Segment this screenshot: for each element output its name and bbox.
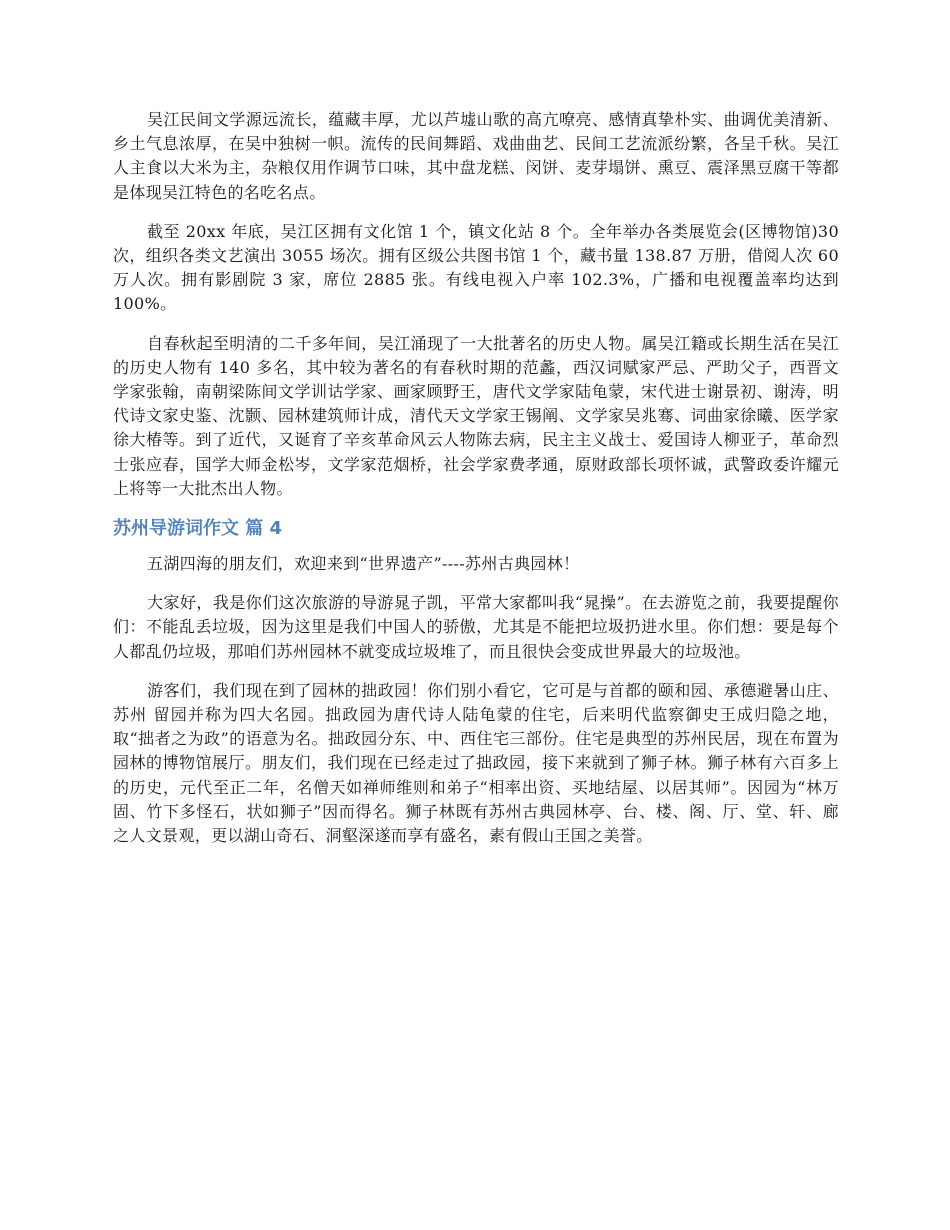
- paragraph-historical-figures: 自春秋起至明清的二千多年间，吴江涌现了一大批著名的历史人物。属吴江籍或长期生活在吴江的历史人物有 140 多名，其中较为著名的有春秋时期的范蠡，西汉词赋家严忌、严助父子，西晋文学家张翰，南朝梁陈间文学训诂学家、画家顾野王，唐代文学家陆龟蒙，宋代进士谢景初、谢涛，明代诗文家史鉴、沈颢、园林建筑师计成，清代天文学家王锡阐、文学家吴兆骞、词曲家徐曦、医学家徐大椿等。到了近代，又诞育了辛亥革命风云人物陈去病，民主主义战士、爱国诗人柳亚子，革命烈士张应春，国学大师金松岑，文学家范烟桥，社会学家费孝通，原财政部长项怀诚，武警政委许耀元上将等一大批杰出人物。: [113, 333, 839, 498]
- paragraph-welcome: 五湖四海的朋友们，欢迎来到“世界遗产”----苏州古典园林！: [147, 554, 580, 574]
- paragraph-folk-literature: 吴江民间文学源远流长，蕴藏丰厚，尤以芦墟山歌的高亢嘹亮、感情真挚朴实、曲调优美清新、乡土气息浓厚，在吴中独树一帜。流传的民间舞蹈、戏曲曲艺、民间工艺流派纷繁，各呈千秋。吴江人主食以大米为主，杂粮仅用作调节口味，其中盘龙糕、闵饼、麦芽塌饼、熏豆、震泽黑豆腐干等都是体现吴江特色的名吃名点。: [113, 110, 839, 202]
- document-page: [113, 108, 839, 863]
- paragraph-gardens-tour: 游客们，我们现在到了园林的拙政园！你们别小看它，它可是与首都的颐和园、承德避暑山庄、苏州 留园并称为四大名园。拙政园为唐代诗人陆龟蒙的住宅，后来明代监察御史王成归隐之地，取“拙者之为政”的语意为名。拙政园分东、中、西住宅三部份。住宅是典型的苏州民居，现在布置为园林的博物馆展厅。朋友们，我们现在已经走过了拙政园，接下来就到了狮子林。狮子林有六百多上的历史，元代至正二年，名僧天如禅师维则和弟子“相率出资、买地结屋、以居其师”。因园为“林万固、竹下多怪石，状如狮子”因而得名。狮子林既有苏州古典园林亭、台、楼、阁、厅、堂、轩、廊之人文景观，更以湖山奇石、洞壑深遂而享有盛名，素有假山王国之美誉。: [113, 680, 839, 846]
- section-heading: 苏州导游词作文 篇 4: [113, 518, 283, 540]
- paragraph-culture-statistics: 截至 20xx 年底，吴江区拥有文化馆 1 个，镇文化站 8 个。全年举办各类展览会(区博物馆)30 次，组织各类文艺演出 3055 场次。拥有区级公共图书馆 1 个，藏书量 138.87 万册，借阅人次 60 万人次。拥有影剧院 3 家，席位 2885 张。有线电视入户率 102.3%，广播和电视覆盖率均达到 100%。: [113, 221, 839, 314]
- paragraph-guide-intro: 大家好，我是你们这次旅游的导游晁子凯，平常大家都叫我“晁操”。在去游览之前，我要提醒你们：不能乱丢垃圾，因为这里是我们中国人的骄傲，尤其是不能把垃圾扔进水里。你们想：要是每个人都乱仍垃圾，那咱们苏州园林不就变成垃圾堆了，而且很快会变成世界最大的垃圾池。: [113, 593, 839, 661]
